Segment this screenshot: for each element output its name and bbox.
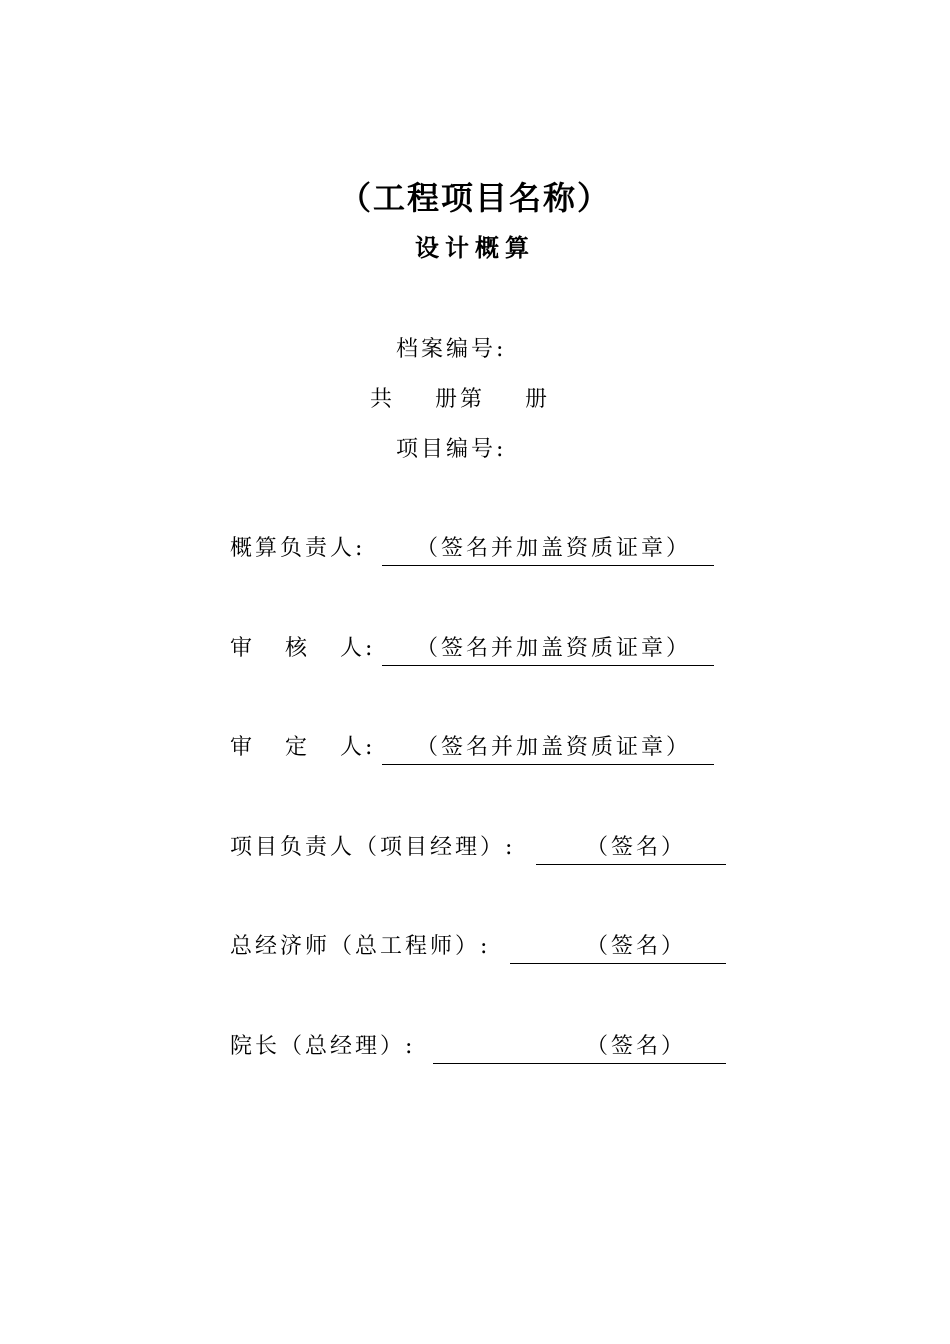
chief-economist-label: 总经济师（总工程师）: xyxy=(230,934,491,959)
signature-row-approver xyxy=(230,731,720,765)
project-manager-label: 项目负责人（项目经理）: xyxy=(230,835,516,860)
signature-row-president xyxy=(230,1030,730,1064)
project-number-label: 项目编号: xyxy=(396,437,507,462)
reviewer-signature-note: （签名并加盖资质证章） xyxy=(416,636,692,661)
president-signature-note: （签名） xyxy=(586,1034,687,1059)
signature-row-reviewer xyxy=(230,632,720,666)
document-type-subtitle: 设计概算 xyxy=(415,233,535,262)
chief-economist-signature-note: （签名） xyxy=(586,934,687,959)
approver-signature-note: （签名并加盖资质证章） xyxy=(416,735,692,760)
signature-row-chief-economist xyxy=(230,930,730,964)
approver-label: 审 定 人: xyxy=(230,735,376,760)
project-name-title: （工程项目名称） xyxy=(338,179,611,217)
archive-number-label: 档案编号: xyxy=(396,337,507,362)
estimate-lead-signature-note: （签名并加盖资质证章） xyxy=(416,536,692,561)
signature-row-estimate-lead xyxy=(230,532,720,566)
reviewer-label: 审 核 人: xyxy=(230,636,376,661)
signature-row-project-manager xyxy=(230,831,730,865)
estimate-lead-label: 概算负责人: xyxy=(230,536,366,561)
volume-line: 共 册第 册 xyxy=(370,387,550,412)
project-manager-signature-note: （签名） xyxy=(586,835,687,860)
president-label: 院长（总经理）: xyxy=(230,1034,416,1059)
